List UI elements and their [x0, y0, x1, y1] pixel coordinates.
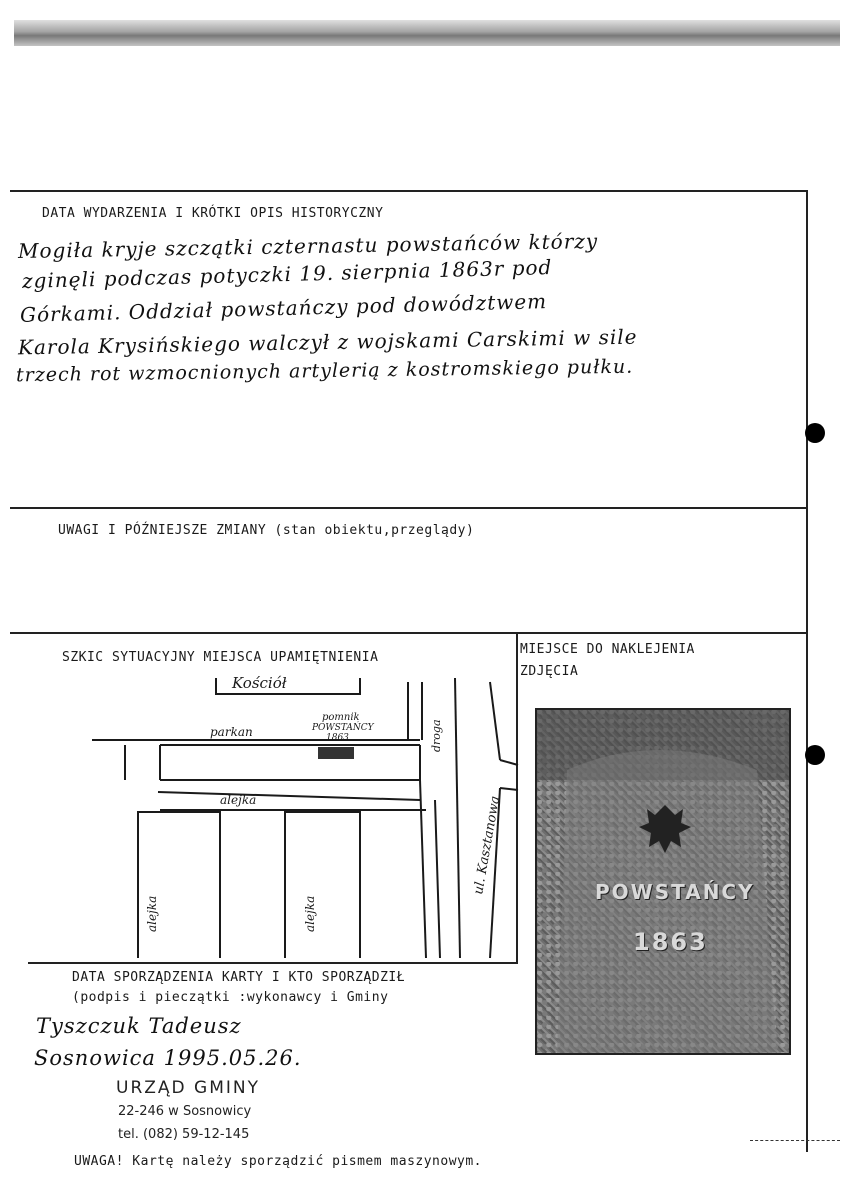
- author-label-1: DATA SPORZĄDZENIA KARTY I KTO SPORZĄDZIŁ: [72, 970, 406, 985]
- stamp-phone: tel. (082) 59-12-145: [118, 1127, 250, 1142]
- description-label: DATA WYDARZENIA I KRÓTKI OPIS HISTORYCZNY: [42, 206, 384, 221]
- description-line-1: Mogiła kryje szczątki czternastu powstańców którzy: [17, 228, 599, 264]
- description-line-5: trzech rot wzmocnionych artylerią z kostromskiego pułku.: [15, 355, 634, 387]
- monument-label-3: 1863: [326, 733, 349, 743]
- sketch-label: SZKIC SYTUACYJNY MIEJSCA UPAMIĘTNIENIA: [62, 650, 379, 665]
- stamp-office: URZĄD GMINY: [116, 1078, 260, 1098]
- description-line-2: zginęli podczas potyczki 19. sierpnia 1863r pod: [21, 255, 553, 293]
- author-name: Tyszczuk Tadeusz: [36, 1014, 242, 1038]
- alley-left-label: alejka: [145, 895, 159, 932]
- street-label: ul. Kasztanowa: [471, 794, 504, 896]
- author-place-date: Sosnowica 1995.05.26.: [34, 1046, 302, 1070]
- photo-inscription-1: POWSTAŃCY: [595, 880, 755, 904]
- author-label-2: (podpis i pieczątki :wykonawcy i Gminy: [72, 990, 389, 1005]
- monument-photo: [535, 708, 791, 1055]
- alley-horizontal-label: alejka: [220, 793, 257, 807]
- alley-middle-label: alejka: [303, 895, 317, 932]
- fence-label: parkan: [210, 725, 253, 739]
- punch-hole-upper: [805, 423, 825, 443]
- monument-label-1: pomnik: [322, 712, 360, 723]
- road-label: droga: [430, 719, 443, 752]
- divider-description: [10, 507, 808, 509]
- description-line-3: Górkami. Oddział powstańczy pod dowództwem: [19, 289, 548, 327]
- footer-note: UWAGA! Kartę należy sporządzić pismem maszynowym.: [74, 1154, 483, 1169]
- monument-label-2: POWSTAŃCY: [312, 723, 374, 733]
- divider-footer-tail: [750, 1140, 840, 1141]
- monument-marker: [318, 747, 354, 759]
- punch-hole-lower: [805, 745, 825, 765]
- photo-label-2: ZDJĘCIA: [520, 664, 579, 679]
- remarks-label: UWAGI I PÓŹNIEJSZE ZMIANY (stan obiektu,przeglądy): [58, 523, 475, 538]
- stamp-address: 22-246 w Sosnowicy: [118, 1104, 252, 1119]
- scan-edge-shadow: [14, 20, 840, 46]
- divider-author: [28, 962, 518, 964]
- situational-sketch: [60, 670, 520, 960]
- church-label: Kościół: [232, 674, 287, 692]
- photo-label-1: MIEJSCE DO NAKLEJENIA: [520, 642, 695, 657]
- divider-remarks: [10, 632, 808, 634]
- photo-inscription-2: 1863: [633, 928, 708, 956]
- description-line-4: Karola Krysińskiego walczył z wojskami Carskimi w sile: [17, 324, 638, 360]
